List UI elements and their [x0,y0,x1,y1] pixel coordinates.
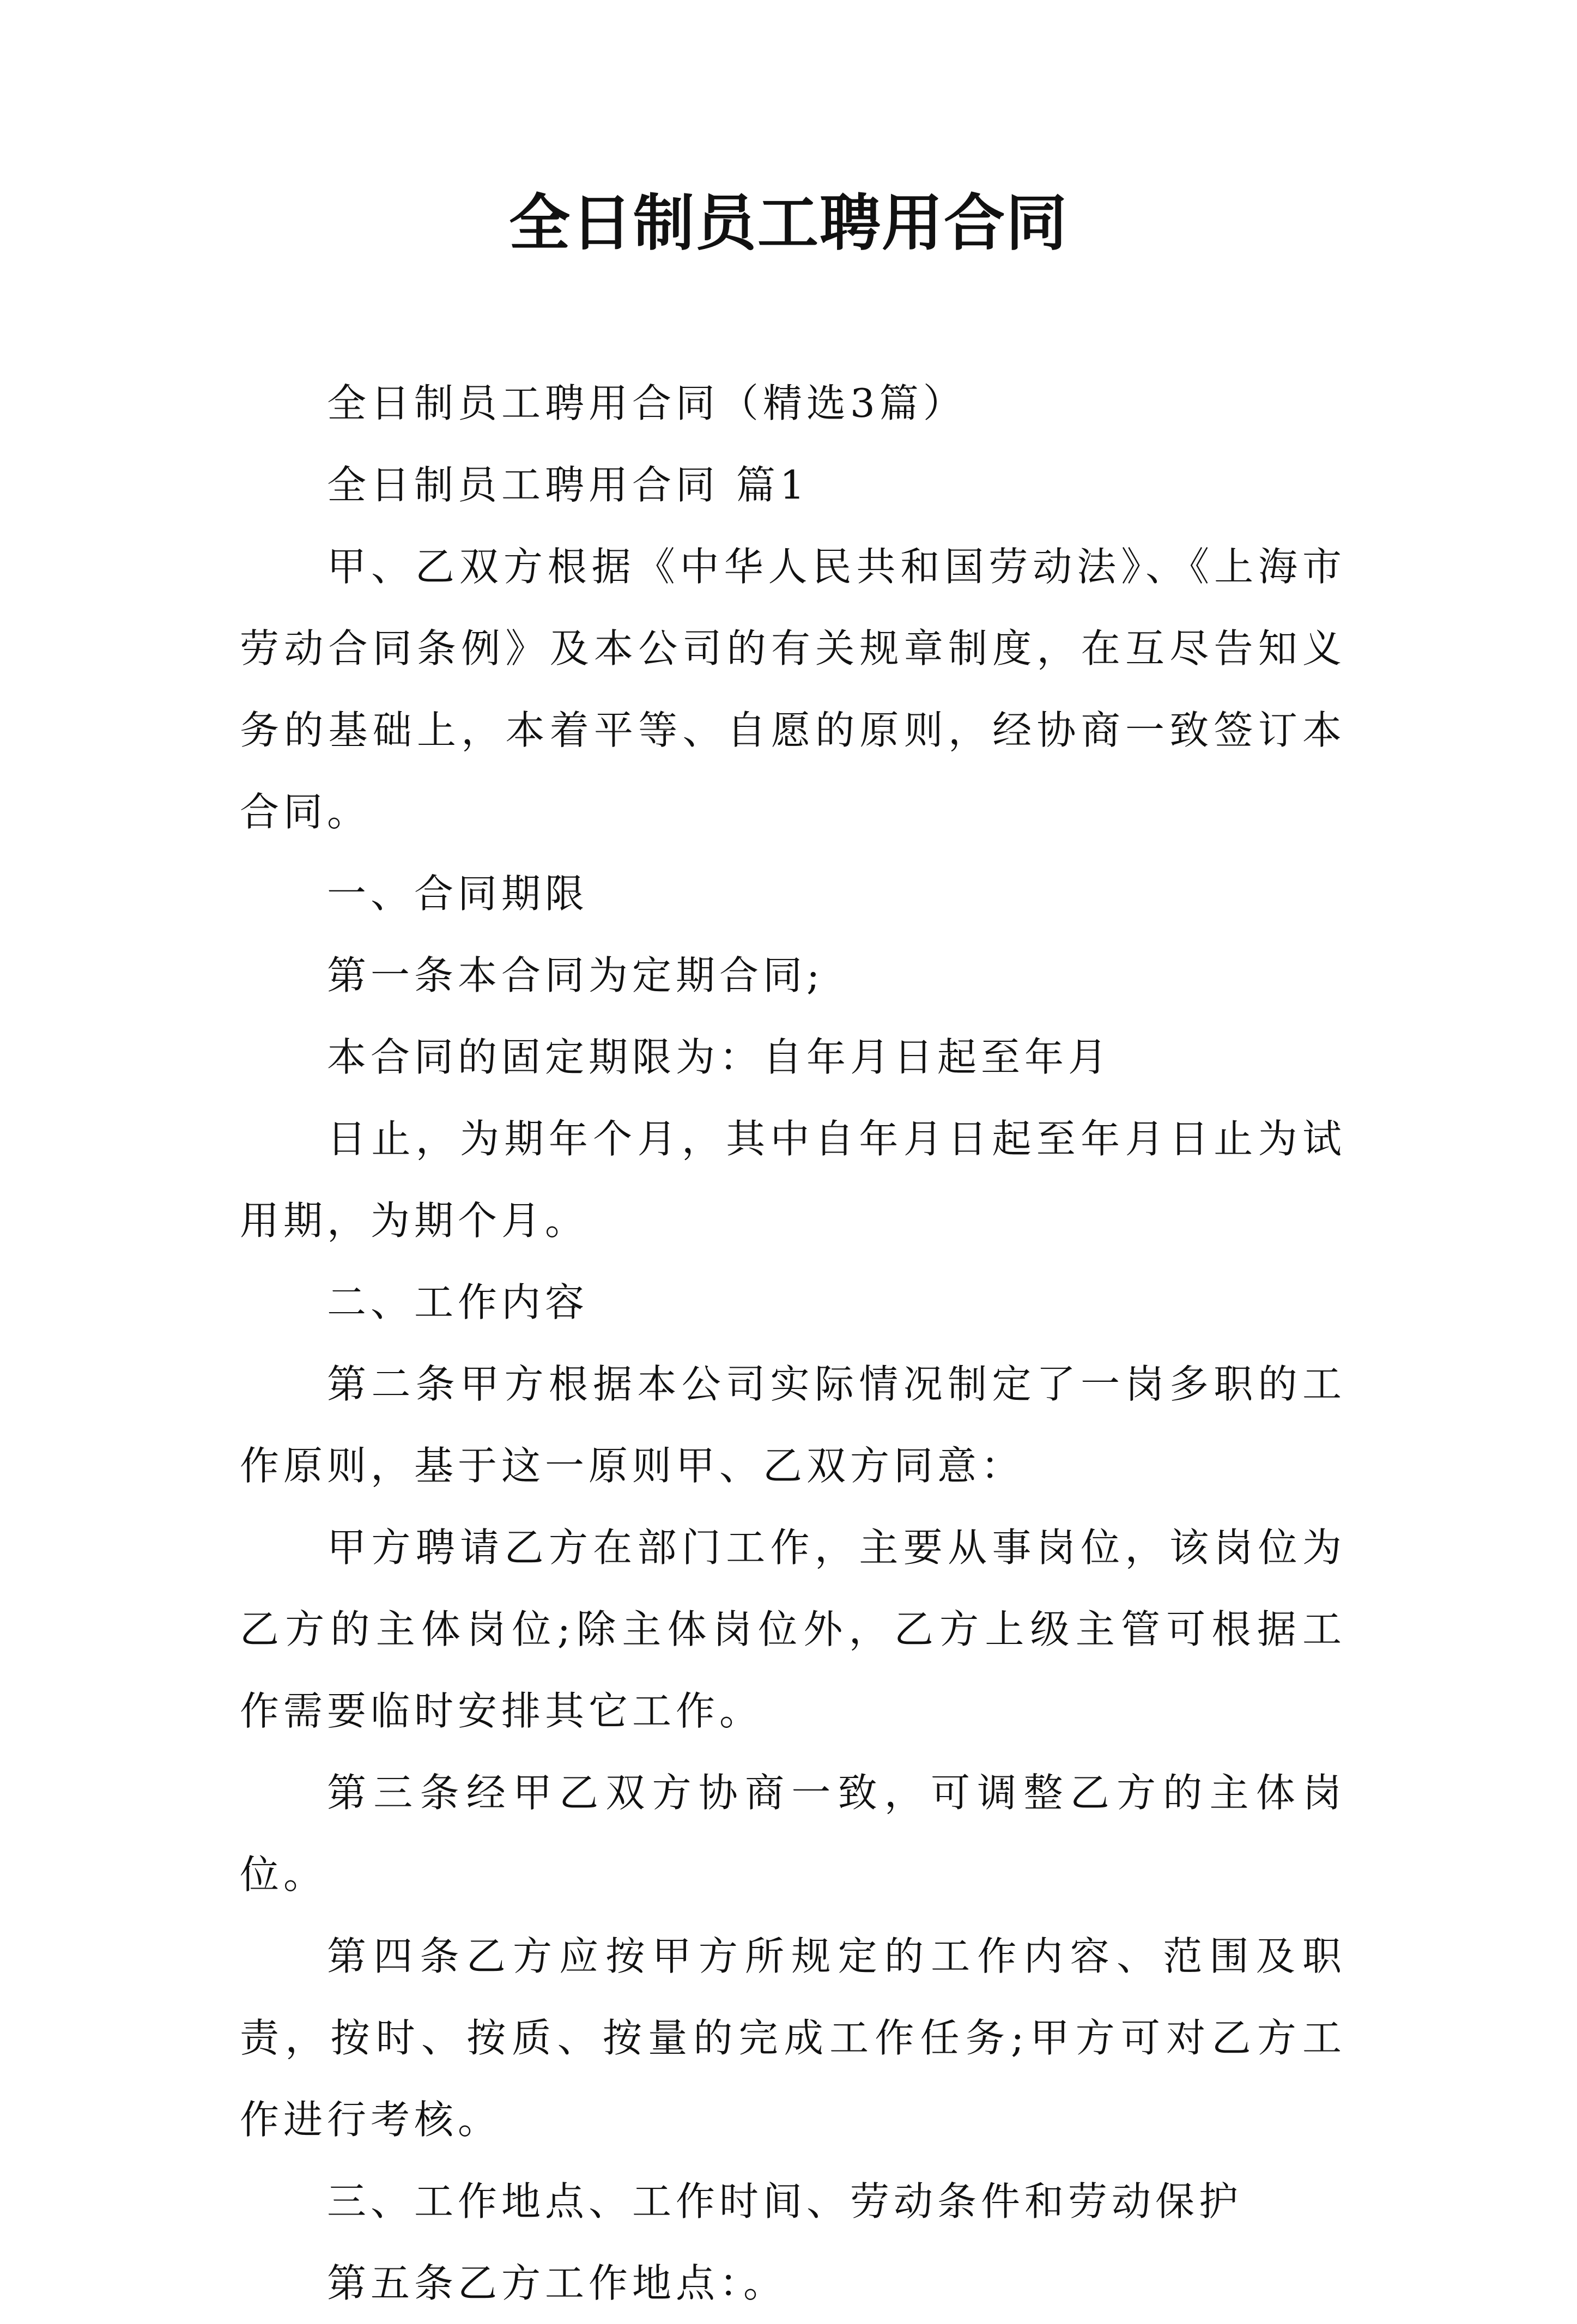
paragraph-article-5: 第五条乙方工作地点：。 [327,2260,787,2306]
document-body [240,362,1346,2324]
paragraph-part-title: 全日制员工聘用合同 篇1 [327,462,809,508]
section-heading-term: 一、合同期限 [327,871,589,917]
paragraph-article-1: 第一条本合同为定期合同; [327,952,824,998]
paragraph-preamble: 甲、乙双方根据《中华人民共和国劳动法》、《上海市劳动合同条例》及本公司的有关规章制度，在互尽告知义务的基础上，本着平等、自愿的原则，经协商一致签订本合同。 [240,544,1346,835]
paragraph-position: 甲方聘请乙方在部门工作，主要从事岗位，该岗位为乙方的主体岗位;除主体岗位外，乙方上级主管可根据工作需要临时安排其它工作。 [240,1525,1346,1734]
paragraph-article-4: 第四条乙方应按甲方所规定的工作内容、范围及职责，按时、按质、按量的完成工作任务;甲方可对乙方工作进行考核。 [240,1933,1346,2143]
section-heading-work-conditions: 三、工作地点、工作时间、劳动条件和劳动保护 [327,2179,1243,2224]
paragraph-collection-title: 全日制员工聘用合同（精选3篇） [327,380,967,426]
paragraph-fixed-term: 本合同的固定期限为：自年月日起至年月 [327,1034,1112,1080]
paragraph-article-2: 第二条甲方根据本公司实际情况制定了一岗多职的工作原则，基于这一原则甲、乙双方同意： [240,1361,1346,1489]
document-title: 全日制员工聘用合同 [509,187,1068,259]
section-heading-work-content: 二、工作内容 [327,1279,589,1325]
paragraph-probation: 日止，为期年个月，其中自年月日起至年月日止为试用期，为期个月。 [240,1116,1346,1243]
paragraph-article-3: 第三条经甲乙双方协商一致，可调整乙方的主体岗位。 [240,1770,1346,1897]
